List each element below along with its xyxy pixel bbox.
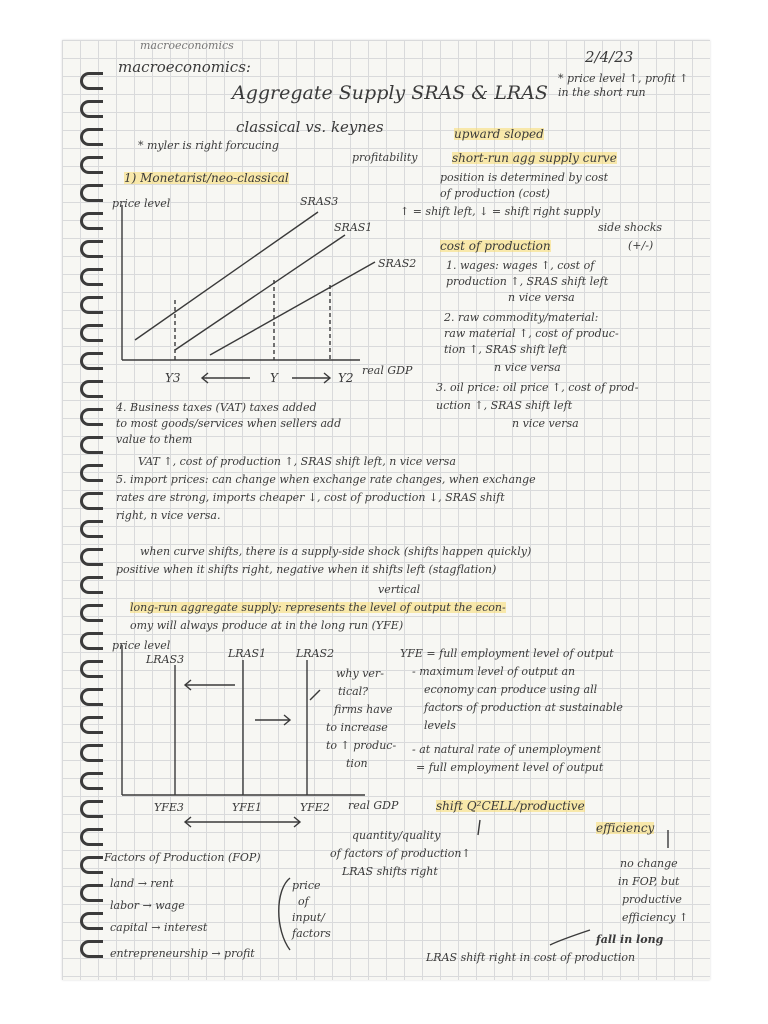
side-note: * price level ↑, profit ↑ in the short run xyxy=(558,72,689,100)
lras2-label: LRAS2 xyxy=(296,647,335,660)
fop-row-entrepreneurship: entrepreneurship → profit xyxy=(110,947,255,960)
sras2-line xyxy=(210,262,375,355)
raw-1: 2. raw commodity/material: xyxy=(444,311,599,324)
raw-4: n vice versa xyxy=(494,361,561,374)
oil-2: uction ↑, SRAS shift left xyxy=(436,399,573,412)
shift-heading-2: efficiency xyxy=(596,821,655,835)
sras1-label: SRAS1 xyxy=(334,221,373,234)
why-2: tical? xyxy=(338,685,369,698)
sras-ylabel: price level xyxy=(112,197,171,210)
profitability-note: profitability xyxy=(352,151,418,164)
subject-label: macroeconomics: xyxy=(118,58,251,76)
lras-ylabel: price level xyxy=(112,639,171,652)
date: 2/4/23 xyxy=(585,48,634,66)
fop-row-capital: capital → interest xyxy=(110,921,208,934)
sras2-label: SRAS2 xyxy=(378,257,417,270)
sras3-label: SRAS3 xyxy=(300,195,339,208)
page-title: Aggregate Supply SRAS & LRAS xyxy=(232,82,548,104)
oil-1: 3. oil price: oil price ↑, cost of prod- xyxy=(436,381,639,394)
why-5: to ↑ produc- xyxy=(326,739,397,752)
yfe-1: YFE = full employment level of output xyxy=(400,647,614,660)
raw-2: raw material ↑, cost of produc- xyxy=(444,327,619,340)
yfe-4: factors of production at sustainable xyxy=(424,701,623,714)
fop-row-land: land → rent xyxy=(110,877,174,890)
why-6: tion xyxy=(346,757,368,770)
yfe-6: - at natural rate of unemployment xyxy=(412,743,602,756)
bracket-2: of xyxy=(298,895,309,908)
yfe-3: economy can produce using all xyxy=(424,683,598,696)
eff-5: fall in long xyxy=(596,933,664,946)
lras3-label: LRAS3 xyxy=(146,653,185,666)
top-scribble: macroeconomics xyxy=(140,39,234,52)
quantity-1: quantity/quality xyxy=(352,829,441,842)
upward-heading: short-run agg supply curve xyxy=(452,151,617,165)
tax-2: to most goods/services when sellers add xyxy=(116,417,342,430)
eff-2: in FOP, but xyxy=(618,875,680,888)
lras-def-2: omy will always produce at in the long run (YFE) xyxy=(130,619,404,632)
sras-xlabel: real GDP xyxy=(362,364,413,377)
lras-def-1: long-run aggregate supply: represents the level of output the econ- xyxy=(130,601,506,614)
sras3-line xyxy=(135,212,318,340)
bracket-3: input/ xyxy=(292,911,325,924)
oil-3: n vice versa xyxy=(512,417,579,430)
tick-y3: Y3 xyxy=(165,371,181,385)
import-3: right, n vice versa. xyxy=(116,509,221,522)
wages-1: 1. wages: wages ↑, cost of xyxy=(446,259,595,272)
bracket-1: price xyxy=(292,879,321,892)
tick-yfe2: YFE2 xyxy=(300,801,330,814)
shock-1: when curve shifts, there is a supply-side shock (shifts happen quickly) xyxy=(140,545,532,558)
quantity-2: of factors of production↑ xyxy=(330,847,471,860)
tax-4: VAT ↑, cost of production ↑, SRAS shift left, n vice versa xyxy=(138,455,456,468)
upward-p4: side shocks xyxy=(598,221,663,234)
tick-yfe3: YFE3 xyxy=(154,801,184,814)
why-4: to increase xyxy=(326,721,388,734)
page-subtitle: classical vs. keynes xyxy=(236,118,384,136)
bracket-4: factors xyxy=(292,927,331,940)
vertical-note: vertical xyxy=(378,583,421,596)
shift-heading: shift Q²CELL/productive xyxy=(436,799,585,813)
eff-6: LRAS shift right in cost of production xyxy=(426,951,636,964)
yfe-5: levels xyxy=(424,719,456,732)
why-1: why ver- xyxy=(336,667,384,680)
eff-1: no change xyxy=(620,857,678,870)
lras1-label: LRAS1 xyxy=(228,647,267,660)
eff-4: efficiency ↑ xyxy=(622,911,689,924)
tick-y: Y xyxy=(270,371,278,385)
fop-row-labor: labor → wage xyxy=(110,899,185,912)
cost-heading: cost of production xyxy=(440,239,551,253)
tax-1: 4. Business taxes (VAT) taxes added xyxy=(116,401,317,414)
raw-3: tion ↑, SRAS shift left xyxy=(444,343,567,356)
tax-3: value to them xyxy=(116,433,193,446)
section1-heading: 1) Monetarist/neo-classical xyxy=(124,171,289,185)
lras-xlabel: real GDP xyxy=(348,799,399,812)
tick-yfe1: YFE1 xyxy=(232,801,262,814)
upward-title: upward sloped xyxy=(454,127,544,141)
yfe-2: - maximum level of output an xyxy=(412,665,576,678)
wages-2: production ↑, SRAS shift left xyxy=(446,275,609,288)
note-star: * myler is right forcucing xyxy=(138,139,279,152)
why-3: firms have xyxy=(334,703,393,716)
upward-p1: position is determined by cost xyxy=(440,171,609,184)
shock-2: positive when it shifts right, negative when it shifts left (stagflation) xyxy=(116,563,497,576)
wages-3: n vice versa xyxy=(508,291,575,304)
eff-3: productive xyxy=(622,893,682,906)
upward-p3: ↑ = shift left, ↓ = shift right supply xyxy=(400,205,601,218)
yfe-7: = full employment level of output xyxy=(416,761,604,774)
import-1: 5. import prices: can change when exchange rate changes, when exchange xyxy=(116,473,536,486)
fop-heading: Factors of Production (FOP) xyxy=(104,851,261,864)
quantity-3: LRAS shifts right xyxy=(342,865,438,878)
tick-y2: Y2 xyxy=(338,371,354,385)
import-2: rates are strong, imports cheaper ↓, cost of production ↓, SRAS shift xyxy=(116,491,505,504)
upward-p2: of production (cost) xyxy=(440,187,550,200)
cost-sign: (+/-) xyxy=(628,239,654,252)
